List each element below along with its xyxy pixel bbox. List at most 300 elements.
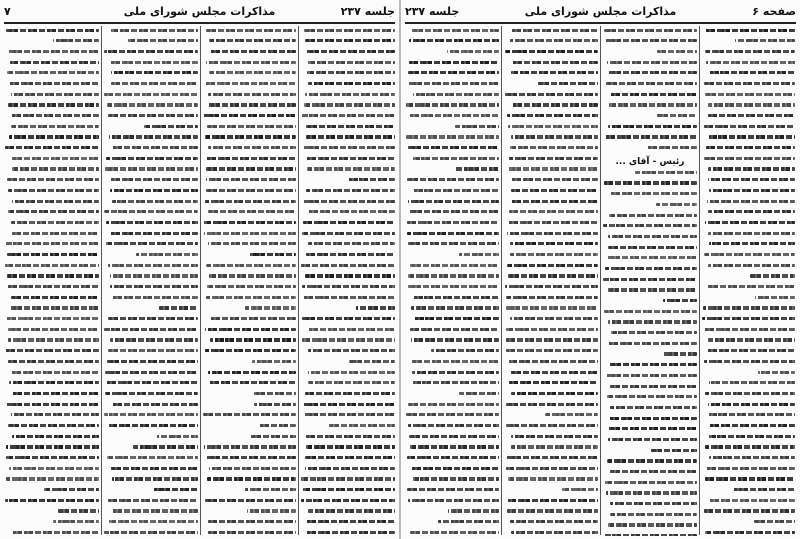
- text-line: [702, 125, 795, 133]
- text-line: [5, 200, 99, 208]
- text-line: [5, 456, 99, 464]
- text-line: [504, 178, 598, 186]
- text-line: [5, 274, 99, 282]
- text-line: [702, 285, 795, 293]
- text-line: [301, 392, 395, 400]
- text-line: [603, 256, 697, 264]
- text-line: [603, 310, 697, 318]
- text-line: [5, 114, 99, 122]
- text-line: [603, 71, 697, 79]
- text-line: [5, 125, 99, 133]
- text-line: [104, 50, 198, 58]
- text-line: [203, 232, 296, 240]
- text-line: [702, 71, 795, 79]
- text-line: [603, 299, 697, 307]
- text-line: [504, 189, 598, 197]
- left-column-1: [301, 26, 395, 536]
- text-line: [504, 413, 598, 421]
- text-line: [603, 114, 697, 122]
- text-line: [104, 349, 198, 357]
- text-line: [104, 114, 198, 122]
- text-line: [203, 467, 296, 475]
- text-line: [603, 246, 697, 254]
- text-line: [603, 417, 697, 425]
- right-column-1: [702, 26, 795, 536]
- left-page-volume: جلسه ۲۳۷: [340, 5, 395, 18]
- text-line: [406, 167, 499, 175]
- text-line: [203, 200, 296, 208]
- text-line: [203, 114, 296, 122]
- text-line: [203, 189, 296, 197]
- text-line: [504, 338, 598, 346]
- text-line: [406, 50, 499, 58]
- text-line: [504, 125, 598, 133]
- text-line: [504, 445, 598, 453]
- text-line: [203, 499, 296, 507]
- text-line: [406, 349, 499, 357]
- text-line: [603, 502, 697, 510]
- text-line: [5, 531, 99, 536]
- text-line: [301, 509, 395, 517]
- text-line: [702, 221, 795, 229]
- text-line: [603, 331, 697, 339]
- text-line: [702, 93, 795, 101]
- text-line: [5, 306, 99, 314]
- text-line: [504, 509, 598, 517]
- text-line: [301, 424, 395, 432]
- left-header-rule: [4, 22, 395, 24]
- text-line: [504, 61, 598, 69]
- text-line: [104, 509, 198, 517]
- text-line: [504, 146, 598, 154]
- text-line: [406, 146, 499, 154]
- text-line: [406, 403, 499, 411]
- text-line: [702, 167, 795, 175]
- text-line: [406, 531, 499, 536]
- text-line: [301, 82, 395, 90]
- text-line: [301, 221, 395, 229]
- text-line: [203, 360, 296, 368]
- text-line: [504, 274, 598, 282]
- text-line: [702, 114, 795, 122]
- text-line: [406, 306, 499, 314]
- text-line: [301, 274, 395, 282]
- text-line: [603, 395, 697, 403]
- text-line: [5, 232, 99, 240]
- text-line: [203, 285, 296, 293]
- text-line: [406, 285, 499, 293]
- text-line: [301, 328, 395, 336]
- text-line: [104, 371, 198, 379]
- text-line: [702, 520, 795, 528]
- text-line: [104, 317, 198, 325]
- text-line: [301, 103, 395, 111]
- text-line: [203, 39, 296, 47]
- text-line: [104, 306, 198, 314]
- text-line: [104, 157, 198, 165]
- text-line: [104, 264, 198, 272]
- text-line: [702, 210, 795, 218]
- text-line: [104, 189, 198, 197]
- text-line: [301, 242, 395, 250]
- text-line: [203, 296, 296, 304]
- text-line: [5, 392, 99, 400]
- text-line: [603, 534, 697, 536]
- text-line: [406, 93, 499, 101]
- text-line: [702, 253, 795, 261]
- text-line: [5, 285, 99, 293]
- text-line: [603, 39, 697, 47]
- text-line: [5, 477, 99, 485]
- text-line: [603, 342, 697, 350]
- text-line: [504, 360, 598, 368]
- text-line: [301, 531, 395, 536]
- text-line: [603, 288, 697, 296]
- text-line: [203, 146, 296, 154]
- section-heading: رئیس - آقای ...: [615, 157, 685, 168]
- text-line: [504, 93, 598, 101]
- text-line: [406, 360, 499, 368]
- text-line: [104, 82, 198, 90]
- text-line: [504, 467, 598, 475]
- text-line: [702, 296, 795, 304]
- text-line: [603, 320, 697, 328]
- text-line: [406, 61, 499, 69]
- text-line: [603, 125, 697, 133]
- text-line: [5, 445, 99, 453]
- text-line: [406, 103, 499, 111]
- text-line: [203, 50, 296, 58]
- text-line: [504, 157, 598, 165]
- text-line: [702, 61, 795, 69]
- text-line: [406, 424, 499, 432]
- text-line: [702, 232, 795, 240]
- text-line: [702, 509, 795, 517]
- text-line: [5, 488, 99, 496]
- text-line: [406, 39, 499, 47]
- text-line: [603, 523, 697, 531]
- text-line: [406, 189, 499, 197]
- text-line: [603, 103, 697, 111]
- text-line: [203, 82, 296, 90]
- text-line: [203, 338, 296, 346]
- text-line: [104, 93, 198, 101]
- text-line: [504, 232, 598, 240]
- text-line: [603, 224, 697, 232]
- text-line: [301, 306, 395, 314]
- text-line: [104, 221, 198, 229]
- text-line: [5, 29, 99, 37]
- text-line: [104, 146, 198, 154]
- text-line: [301, 232, 395, 240]
- text-line: [702, 317, 795, 325]
- text-line: [5, 39, 99, 47]
- text-line: [301, 125, 395, 133]
- text-line: [504, 499, 598, 507]
- text-line: [406, 456, 499, 464]
- text-line: [504, 531, 598, 536]
- text-line: [5, 403, 99, 411]
- text-line: [702, 371, 795, 379]
- text-line: [301, 467, 395, 475]
- text-line: [301, 210, 395, 218]
- text-line: [603, 171, 697, 179]
- text-line: [702, 29, 795, 37]
- text-line: [5, 317, 99, 325]
- text-line: [203, 392, 296, 400]
- text-line: [5, 520, 99, 528]
- text-line: [5, 509, 99, 517]
- right-column-3: [504, 26, 598, 536]
- text-line: [504, 392, 598, 400]
- text-line: [301, 253, 395, 261]
- text-line: [301, 178, 395, 186]
- text-line: [104, 413, 198, 421]
- text-line: [702, 82, 795, 90]
- text-line: [406, 253, 499, 261]
- text-line: [104, 103, 198, 111]
- text-line: [406, 114, 499, 122]
- text-line: [702, 392, 795, 400]
- text-line: [504, 29, 598, 37]
- text-line: [301, 93, 395, 101]
- text-line: [504, 210, 598, 218]
- text-line: [301, 296, 395, 304]
- text-line: [301, 200, 395, 208]
- text-line: [104, 531, 198, 536]
- left-column-3: [104, 26, 198, 536]
- text-line: [504, 296, 598, 304]
- text-line: [104, 285, 198, 293]
- text-line: [5, 328, 99, 336]
- text-line: [301, 61, 395, 69]
- text-line: [301, 488, 395, 496]
- text-line: [5, 424, 99, 432]
- text-line: [104, 467, 198, 475]
- text-line: [504, 349, 598, 357]
- text-line: [5, 210, 99, 218]
- text-line: [301, 50, 395, 58]
- text-line: [504, 114, 598, 122]
- text-line: [5, 435, 99, 443]
- text-line: [603, 146, 697, 154]
- text-line: [504, 285, 598, 293]
- text-line: [406, 392, 499, 400]
- text-line: [203, 477, 296, 485]
- text-line: [504, 264, 598, 272]
- text-line: [301, 456, 395, 464]
- text-line: [301, 285, 395, 293]
- text-line: [203, 435, 296, 443]
- text-line: [203, 210, 296, 218]
- text-line: [203, 61, 296, 69]
- text-line: [702, 200, 795, 208]
- right-page: [401, 0, 800, 539]
- text-line: [5, 413, 99, 421]
- text-line: [104, 61, 198, 69]
- text-line: [301, 413, 395, 421]
- text-line: [504, 488, 598, 496]
- text-line: [203, 242, 296, 250]
- text-line: [504, 328, 598, 336]
- text-line: [104, 210, 198, 218]
- text-line: [5, 93, 99, 101]
- text-line: [406, 467, 499, 475]
- text-line: [5, 264, 99, 272]
- text-line: [702, 488, 795, 496]
- text-line: [5, 135, 99, 143]
- text-line: [301, 477, 395, 485]
- left-page-header: [4, 3, 395, 23]
- text-line: [104, 403, 198, 411]
- text-line: [203, 167, 296, 175]
- text-line: [203, 424, 296, 432]
- text-line: [702, 306, 795, 314]
- text-line: [104, 392, 198, 400]
- text-line: [406, 200, 499, 208]
- text-line: [702, 189, 795, 197]
- right-column-divider-1: [699, 26, 700, 535]
- text-line: [301, 317, 395, 325]
- text-line: [504, 221, 598, 229]
- text-line: [301, 146, 395, 154]
- text-line: [504, 200, 598, 208]
- text-line: [702, 424, 795, 432]
- left-page: [0, 0, 399, 539]
- right-column-2: [603, 26, 697, 536]
- text-line: [203, 71, 296, 79]
- text-line: [5, 381, 99, 389]
- text-line: [203, 317, 296, 325]
- text-line: [406, 509, 499, 517]
- text-line: [603, 192, 697, 200]
- text-line: [301, 520, 395, 528]
- text-line: [5, 338, 99, 346]
- text-line: [5, 71, 99, 79]
- text-line: [301, 71, 395, 79]
- text-line: [203, 29, 296, 37]
- text-line: [504, 456, 598, 464]
- text-line: [504, 135, 598, 143]
- text-line: [104, 71, 198, 79]
- text-line: [5, 253, 99, 261]
- text-line: [603, 352, 697, 360]
- left-column-2: [203, 26, 296, 536]
- text-line: [406, 488, 499, 496]
- text-line: [406, 477, 499, 485]
- text-line: [504, 39, 598, 47]
- text-line: [104, 499, 198, 507]
- text-line: [104, 424, 198, 432]
- text-line: [301, 264, 395, 272]
- text-line: [104, 520, 198, 528]
- text-line: [702, 135, 795, 143]
- text-line: [504, 50, 598, 58]
- text-line: [301, 189, 395, 197]
- text-line: [603, 278, 697, 286]
- text-line: [702, 178, 795, 186]
- text-line: [5, 221, 99, 229]
- text-line: [5, 242, 99, 250]
- text-line: [5, 61, 99, 69]
- text-line: [603, 235, 697, 243]
- right-page-header: [405, 3, 796, 23]
- text-line: [406, 242, 499, 250]
- text-line: [301, 381, 395, 389]
- text-line: [203, 456, 296, 464]
- text-line: [301, 39, 395, 47]
- text-line: [702, 146, 795, 154]
- text-line: [104, 178, 198, 186]
- text-line: [702, 445, 795, 453]
- text-line: [203, 509, 296, 517]
- text-line: [104, 274, 198, 282]
- text-line: [104, 200, 198, 208]
- text-line: [603, 93, 697, 101]
- text-line: [406, 264, 499, 272]
- text-line: [5, 82, 99, 90]
- right-column-divider-3: [501, 26, 502, 535]
- text-line: [406, 71, 499, 79]
- text-line: [203, 328, 296, 336]
- text-line: [406, 317, 499, 325]
- text-line: [406, 135, 499, 143]
- text-line: [5, 146, 99, 154]
- text-line: [104, 125, 198, 133]
- text-line: [603, 29, 697, 37]
- text-line: [104, 360, 198, 368]
- text-line: [406, 445, 499, 453]
- text-line: [104, 445, 198, 453]
- text-line: [702, 50, 795, 58]
- text-line: [504, 381, 598, 389]
- text-line: [504, 317, 598, 325]
- text-line: [702, 381, 795, 389]
- text-line: [203, 381, 296, 389]
- text-line: [406, 29, 499, 37]
- left-column-4: [5, 26, 99, 536]
- text-line: [104, 456, 198, 464]
- text-line: [702, 103, 795, 111]
- text-line: [5, 167, 99, 175]
- text-line: [5, 371, 99, 379]
- text-line: [203, 306, 296, 314]
- text-line: [5, 360, 99, 368]
- text-line: [406, 381, 499, 389]
- text-line: [301, 167, 395, 175]
- text-line: [702, 360, 795, 368]
- right-column-divider-2: [600, 26, 601, 535]
- text-line: [203, 349, 296, 357]
- text-line: [301, 349, 395, 357]
- text-line: [203, 157, 296, 165]
- text-line: [104, 232, 198, 240]
- right-page-title: مذاکرات مجلس شورای ملی: [524, 5, 677, 18]
- text-line: [5, 178, 99, 186]
- left-column-divider-1: [298, 26, 299, 535]
- text-line: [301, 157, 395, 165]
- text-line: [203, 488, 296, 496]
- text-line: [406, 125, 499, 133]
- text-line: [603, 438, 697, 446]
- text-line: [104, 39, 198, 47]
- text-line: [603, 203, 697, 211]
- left-column-divider-3: [101, 26, 102, 535]
- text-line: [104, 338, 198, 346]
- text-line: [203, 253, 296, 261]
- text-line: [301, 445, 395, 453]
- text-line: [702, 157, 795, 165]
